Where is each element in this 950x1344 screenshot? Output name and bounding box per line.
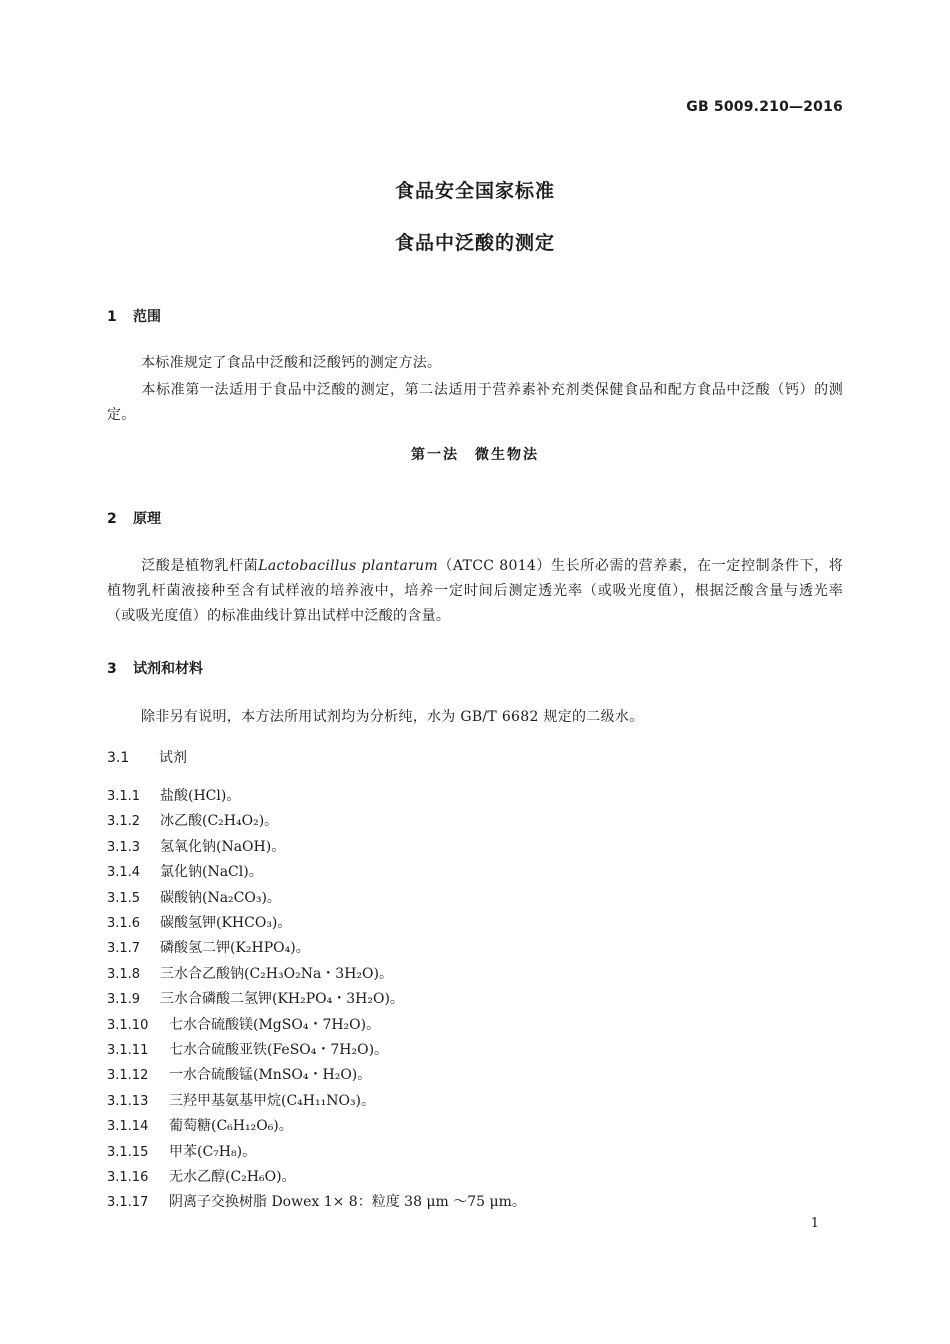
reagent-text: 七水合硫酸亚铁(FeSO₄・7H₂O)。 — [169, 1042, 389, 1058]
reagent-number: 3.1.3 — [107, 839, 141, 855]
subsection-reagents-heading — [107, 747, 187, 767]
reagent-number: 3.1.6 — [107, 916, 141, 931]
reagent-number: 3.1.15 — [107, 1144, 149, 1160]
section-title: 试剂和材料 — [133, 661, 203, 677]
reagent-item — [107, 963, 393, 983]
reagent-text: 碳酸氢钾(KHCO₃)。 — [160, 915, 292, 931]
reagent-number: 3.1.13 — [107, 1093, 149, 1109]
reagent-text: 七水合硫酸镁(MgSO₄・7H₂O)。 — [169, 1016, 381, 1033]
section-number: 1 — [107, 309, 117, 325]
reagent-item — [107, 1191, 526, 1211]
reagent-number: 3.1.1 — [107, 789, 141, 804]
reagent-text: 一水合硫酸锰(MnSO₄・H₂O)。 — [169, 1067, 372, 1084]
reagent-text: 甲苯(C₇H₈)。 — [169, 1143, 257, 1160]
reagent-text: 无水乙醇(C₂H₆O)。 — [169, 1169, 296, 1185]
reagent-text: 葡萄糖(C₆H₁₂O₆)。 — [169, 1118, 293, 1135]
reagent-item — [107, 1115, 293, 1135]
reagent-item — [107, 988, 404, 1008]
reagent-item — [107, 887, 281, 907]
reagent-text: 盐酸(HCl)。 — [160, 788, 241, 804]
document-code: GB 5009.210—2016 — [686, 99, 843, 115]
reagent-item — [107, 810, 278, 830]
reagent-text: 三羟甲基氨基甲烷(C₄H₁₁NO₃)。 — [169, 1092, 376, 1109]
paragraph-text: （ATCC 8014）生长所必需的营养素，在一定控制条件下，将植物乳杆菌液接种至含有试样液的培养液中，培养一定时间后测定透光率（或吸光度值），根据泛酸含量与透光率（或吸光度值）的标准曲线计算出试样中泛酸的含量。 — [107, 558, 844, 624]
reagent-text: 阴离子交换树脂 Dowex 1× 8：粒度 38 μm ～75 μm。 — [169, 1194, 526, 1211]
reagent-number: 3.1.5 — [107, 890, 141, 906]
reagent-text: 冰乙酸(C₂H₄O₂)。 — [160, 813, 279, 830]
reagent-number: 3.1.14 — [107, 1119, 149, 1135]
section-number: 2 — [107, 511, 117, 527]
reagent-text: 氯化钠(NaCl)。 — [160, 864, 263, 881]
reagent-item — [107, 912, 291, 932]
paragraph-text: 本标准规定了食品中泛酸和泛酸钙的测定方法。 — [141, 355, 442, 371]
reagent-item — [107, 836, 285, 856]
section-principle-heading — [107, 508, 161, 528]
method-title: 第一法 微生物法 — [411, 447, 539, 463]
paragraph-text: 除非另有说明，本方法所用试剂均为分析纯，水为 GB/T 6682 规定的二级水。 — [141, 709, 644, 725]
reagent-item — [107, 1141, 256, 1161]
reagent-number: 3.1.10 — [107, 1017, 149, 1033]
section-number: 3 — [107, 661, 117, 677]
scope-paragraph-2 — [107, 378, 843, 428]
reagent-number: 3.1.7 — [107, 941, 141, 957]
document-title-line2: 食品中泛酸的测定 — [394, 232, 555, 254]
reagent-number: 3.1.9 — [107, 992, 141, 1008]
reagent-item — [107, 937, 310, 957]
section-title: 原理 — [133, 511, 161, 527]
paragraph-text: 泛酸是植物乳杆菌 — [141, 558, 259, 574]
reagent-item — [107, 785, 240, 805]
reagent-number: 3.1.4 — [107, 865, 141, 881]
page-number: 1 — [810, 1216, 819, 1231]
reagent-number: 3.1.11 — [107, 1043, 149, 1058]
section-scope-heading — [107, 306, 161, 326]
reagent-number: 3.1.2 — [107, 814, 141, 830]
reagents-paragraph — [107, 705, 843, 730]
document-title-line1: 食品安全国家标准 — [394, 180, 555, 202]
section-title: 范围 — [133, 309, 161, 325]
reagent-text: 磷酸氢二钾(K₂HPO₄)。 — [160, 940, 310, 957]
reagent-number: 3.1.8 — [107, 966, 141, 982]
reagent-text: 碳酸钠(Na₂CO₃)。 — [160, 889, 281, 906]
paragraph-text: 本标准第一法适用于食品中泛酸的测定，第二法适用于营养素补充剂类保健食品和配方食品中泛酸（钙）的测定。 — [107, 382, 843, 423]
reagent-item — [107, 1064, 371, 1084]
reagent-item — [107, 1014, 380, 1034]
reagent-text: 氢氧化钠(NaOH)。 — [160, 838, 286, 855]
subsection-title: 试剂 — [159, 750, 187, 766]
reagent-text: 三水合乙酸钠(C₂H₃O₂Na・3H₂O)。 — [160, 965, 393, 982]
reagent-number: 3.1.17 — [107, 1195, 149, 1211]
reagent-item — [107, 861, 263, 881]
subsection-number: 3.1 — [107, 750, 130, 766]
reagent-item — [107, 1090, 375, 1110]
reagent-number: 3.1.16 — [107, 1170, 149, 1185]
reagent-item — [107, 1039, 388, 1059]
species-name: Lactobacillus plantarum — [258, 558, 438, 574]
reagent-text: 三水合磷酸二氢钾(KH₂PO₄・3H₂O)。 — [160, 991, 404, 1008]
reagent-item — [107, 1166, 296, 1186]
scope-paragraph-1 — [107, 351, 843, 376]
reagent-number: 3.1.12 — [107, 1068, 149, 1084]
section-reagents-heading — [107, 658, 203, 678]
principle-paragraph — [107, 554, 843, 629]
